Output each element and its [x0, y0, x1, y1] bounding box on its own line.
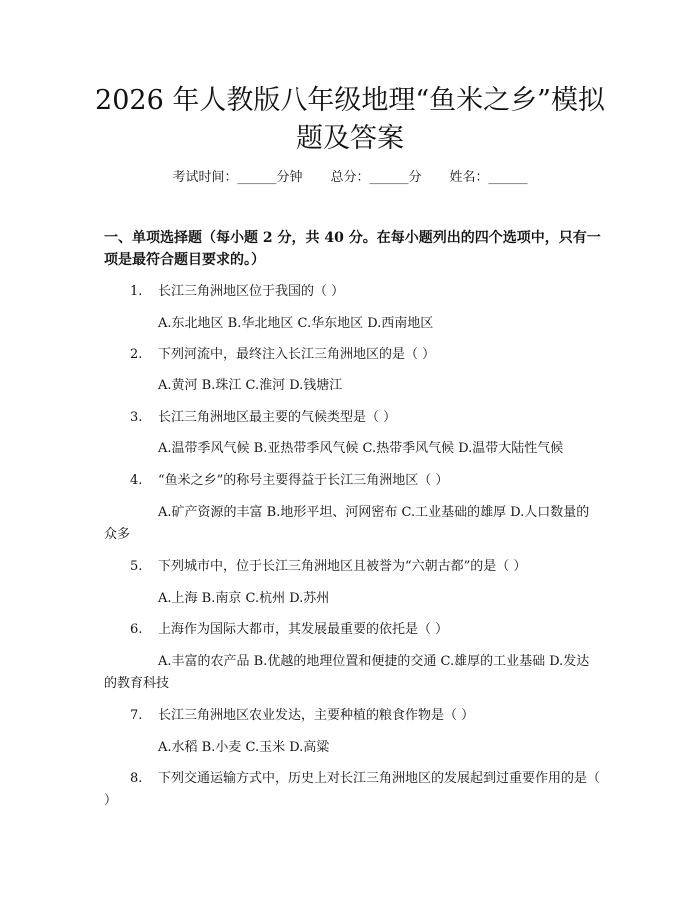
question-number: 6.: [130, 622, 143, 637]
question-number: 7.: [130, 708, 143, 723]
question-number: 2.: [130, 347, 143, 362]
question-options: A.温带季风气候 B.亚热带季风气候 C.热带季风气候 D.温带大陆性气候: [158, 441, 564, 456]
question-number: 4.: [130, 473, 143, 488]
question-text: “鱼米之乡”的称号主要得益于长江三角洲地区（ ）: [158, 473, 449, 488]
question-text: 上海作为国际大都市，其发展最重要的依托是（ ）: [158, 622, 449, 637]
question-text: 下列交通运输方式中，历史上对长江三角洲地区的发展起到过重要作用的是（ ）: [104, 771, 601, 808]
question-options: A.黄河 B.珠江 C.淮河 D.钱塘江: [158, 378, 343, 393]
question-stem: [104, 705, 604, 727]
question-stem: [104, 281, 604, 303]
question-number: 8.: [130, 771, 143, 786]
question-number: 3.: [130, 410, 143, 425]
total-score-field: 总分：______分: [330, 170, 422, 185]
question-number: 1.: [130, 284, 143, 299]
question-options: A.东北地区 B.华北地区 C.华东地区 D.西南地区: [158, 316, 434, 331]
question-options: A.矿产资源的丰富 B.地形平坦、河网密布 C.工业基础的雄厚 D.人口数量的众多: [104, 505, 590, 542]
exam-time-field: 考试时间：______分钟: [172, 170, 303, 185]
section-heading-single-choice: 一、单项选择题（每小题 2 分，共 40 分。在每小题列出的四个选项中，只有一项是最符合题目要求的。）: [104, 230, 601, 268]
question-stem: [104, 556, 604, 578]
question-options: A.水稻 B.小麦 C.玉米 D.高粱: [158, 740, 330, 755]
question-options: A.丰富的农产品 B.优越的地理位置和便捷的交通 C.雄厚的工业基础 D.发达的教育科技: [104, 654, 590, 691]
question-stem: [104, 344, 604, 366]
question-text: 下列城市中，位于长江三角洲地区且被誉为“六朝古都”的是（ ）: [158, 559, 527, 574]
question-stem: [104, 768, 604, 812]
question-text: 下列河流中，最终注入长江三角洲地区的是（ ）: [158, 347, 436, 362]
question-stem: [104, 407, 604, 429]
question-stem: [104, 470, 604, 492]
question-number: 5.: [130, 559, 143, 574]
question-text: 长江三角洲地区位于我国的（ ）: [158, 284, 345, 299]
student-name-field: 姓名：______: [449, 170, 528, 185]
question-text: 长江三角洲地区最主要的气候类型是（ ）: [158, 410, 397, 425]
title-line-1: 2026 年人教版八年级地理“鱼米之乡”模拟: [95, 85, 605, 116]
question-text: 长江三角洲地区农业发达，主要种植的粮食作物是（ ）: [158, 708, 475, 723]
question-options: A.上海 B.南京 C.杭州 D.苏州: [158, 591, 330, 606]
title-line-2: 题及答案: [296, 123, 404, 154]
question-stem: [104, 619, 604, 641]
